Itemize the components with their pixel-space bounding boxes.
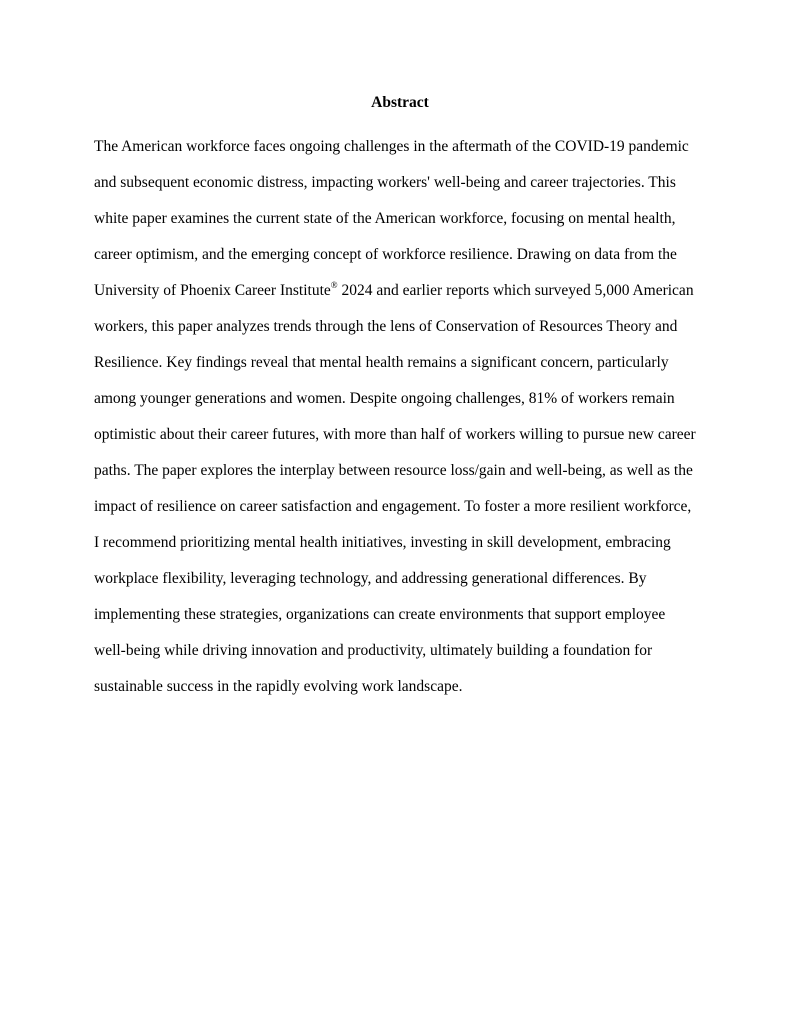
paragraph-line: white paper examines the current state of the American workforce, focusing on mental health, [94, 210, 676, 227]
paragraph-line: implementing these strategies, organizations can create environments that support employee [94, 606, 666, 623]
abstract-paragraph [94, 129, 714, 705]
paragraph-line: and subsequent economic distress, impacting workers' well-being and career trajectories. This [94, 174, 676, 191]
paragraph-line: well-being while driving innovation and productivity, ultimately building a foundation for [94, 642, 653, 659]
registered-trademark-mark: ® [330, 279, 338, 290]
paragraph-line-continuation: 2024 and earlier reports which surveyed 5,000 American [337, 282, 694, 299]
paragraph-line: optimistic about their career futures, with more than half of workers willing to pursue new career [94, 426, 696, 443]
paragraph-line: The American workforce faces ongoing challenges in the aftermath of the COVID-19 pandemic [94, 138, 689, 155]
paragraph-line: impact of resilience on career satisfaction and engagement. To foster a more resilient workforce, [94, 498, 692, 515]
paragraph-line: I recommend prioritizing mental health initiatives, investing in skill development, embracing [94, 534, 671, 551]
paragraph-line: among younger generations and women. Despite ongoing challenges, 81% of workers remain [94, 390, 675, 407]
paragraph-line: career optimism, and the emerging concept of workforce resilience. Drawing on data from the [94, 246, 677, 263]
paragraph-line: sustainable success in the rapidly evolving work landscape. [94, 678, 463, 695]
institute-name: University of Phoenix Career Institute [94, 282, 331, 299]
abstract-heading: Abstract [371, 94, 429, 111]
paragraph-line: workplace flexibility, leveraging technology, and addressing generational differences. By [94, 570, 647, 587]
paragraph-line: workers, this paper analyzes trends through the lens of Conservation of Resources Theory and [94, 318, 678, 335]
paragraph-line [94, 273, 714, 309]
paragraph-line: Resilience. Key findings reveal that mental health remains a significant concern, particularly [94, 354, 669, 371]
paragraph-line: paths. The paper explores the interplay between resource loss/gain and well-being, as well as the [94, 462, 693, 479]
